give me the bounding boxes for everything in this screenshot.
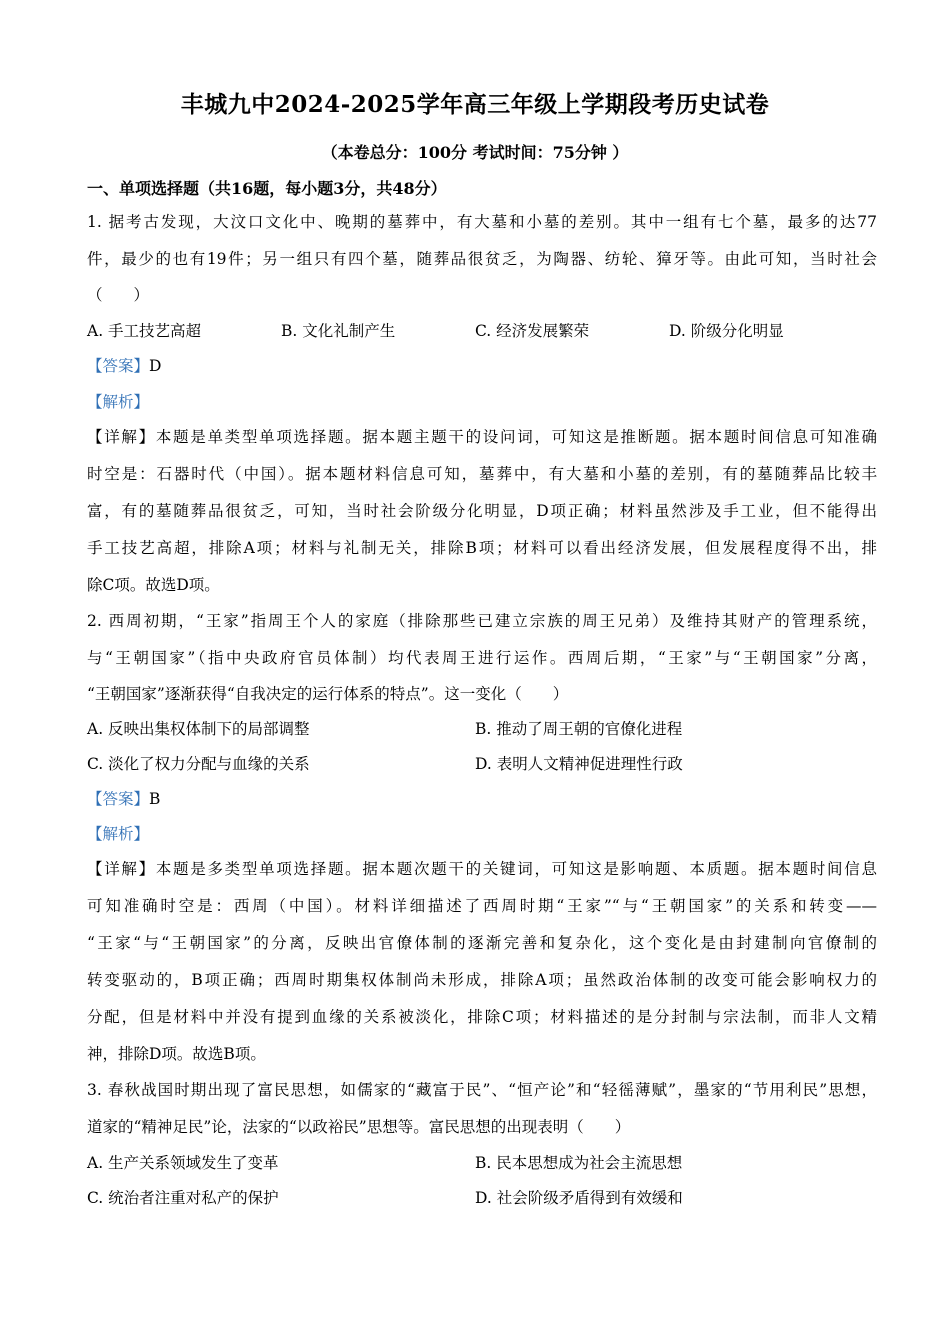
q1-detail-line-1 — [87, 426, 877, 448]
q2-line-1: 2. 西周初期，“王家”指周王个人的家庭（排除那些已建立宗族的周王兄弟）及维持其财产的管理系统， — [87, 612, 877, 630]
q3-line-1: 3. 春秋战国时期出现了富民思想，如儒家的“藏富于民”、“恒产论”和“轻徭薄赋”，墨家的“节用利民”思想， — [87, 1081, 877, 1099]
detail-tag: 【详解】 — [87, 428, 156, 446]
q3-line-2: 道家的“精神足民”论，法家的“以政裕民”思想等。富民思想的出现表明（ ） — [87, 1118, 631, 1136]
q1-line-1: 1. 据考古发现，大汶口文化中、晚期的墓葬中，有大墓和小墓的差别。其中一组有七个墓，最多的达77 — [87, 213, 877, 231]
q1-option-d: D. 阶级分化明显 — [669, 322, 784, 340]
q2-detail-line-3: “王家“与“王朝国家”的分离，反映出官僚体制的逐渐完善和复杂化，这个变化是由封建制向官僚制的 — [87, 934, 877, 952]
q2-detail-line-1 — [87, 858, 877, 880]
q1-line-3: （ ） — [87, 286, 150, 304]
q1-option-a: A. 手工技艺高超 — [87, 322, 202, 340]
q2-detail-line-5: 分配，但是材料中并没有提到血缘的关系被淡化，排除C项；材料描述的是分封制与宗法制，而非人文精 — [87, 1008, 877, 1026]
section-heading: 一、单项选择题（共16题，每小题3分，共48分） — [87, 179, 447, 198]
q3-option-d: D. 社会阶级矛盾得到有效缓和 — [475, 1189, 683, 1207]
detail-text: 本题是多类型单项选择题。据本题次题干的关键词，可知这是影响题、本质题。据本题时间信息 — [155, 860, 877, 878]
answer-tag: 【答案】 — [87, 790, 150, 808]
detail-tag: 【详解】 — [87, 860, 156, 878]
q1-analysis — [87, 391, 877, 413]
q1-answer — [87, 355, 877, 377]
q1-detail-line-4: 手工技艺高超，排除A项；材料与礼制无关，排除B项；材料可以看出经济发展，但发展程度得不出，排 — [87, 539, 877, 557]
answer-value: B — [149, 790, 161, 808]
q2-detail-line-4: 转变驱动的，B项正确；西周时期集权体制尚未形成，排除A项；虽然政治体制的改变可能会影响权力的 — [87, 971, 877, 989]
answer-tag: 【答案】 — [87, 357, 150, 375]
answer-value: D — [149, 357, 162, 375]
q2-option-b: B. 推动了周王朝的官僚化进程 — [475, 720, 683, 738]
q1-line-2: 件，最少的也有19件；另一组只有四个墓，随葬品很贫乏，为陶器、纺轮、獐牙等。由此可知，当时社会 — [87, 250, 877, 268]
exam-subtitle: （本卷总分：100分 考试时间：75分钟 ） — [321, 143, 629, 162]
q1-option-b: B. 文化礼制产生 — [281, 322, 396, 340]
q2-line-2: 与“王朝国家”（指中央政府官员体制）均代表周王进行运作。西周后期，“王家”与“王朝国家”分离， — [87, 649, 877, 667]
q2-option-d: D. 表明人文精神促进理性行政 — [475, 755, 683, 773]
analysis-tag: 【解析】 — [87, 393, 150, 411]
q3-option-b: B. 民本思想成为社会主流思想 — [475, 1154, 683, 1172]
analysis-tag: 【解析】 — [87, 825, 150, 843]
q3-option-c: C. 统治者注重对私产的保护 — [87, 1189, 279, 1207]
exam-title: 丰城九中2024-2025学年高三年级上学期段考历史试卷 — [180, 91, 770, 118]
q2-option-a: A. 反映出集权体制下的局部调整 — [87, 720, 310, 738]
q2-analysis — [87, 823, 877, 845]
q1-detail-line-5: 除C项。故选D项。 — [87, 576, 220, 594]
detail-text: 本题是单类型单项选择题。据本题主题干的设问词，可知这是推断题。据本题时间信息可知准确 — [155, 428, 877, 446]
q2-detail-line-6: 神，排除D项。故选B项。 — [87, 1045, 266, 1063]
q2-line-3: “王朝国家”逐渐获得“自我决定的运行体系的特点”。这一变化（ ） — [87, 685, 569, 703]
q3-option-a: A. 生产关系领域发生了变革 — [87, 1154, 279, 1172]
q2-detail-line-2: 可知准确时空是：西周（中国）。材料详细描述了西周时期“王家”“与“王朝国家”的关系和转变—— — [87, 897, 877, 915]
q1-detail-line-2: 时空是：石器时代（中国）。据本题材料信息可知，墓葬中，有大墓和小墓的差别，有的墓随葬品比较丰 — [87, 465, 877, 483]
q2-answer — [87, 788, 877, 810]
q2-option-c: C. 淡化了权力分配与血缘的关系 — [87, 755, 310, 773]
q1-option-c: C. 经济发展繁荣 — [475, 322, 590, 340]
q1-detail-line-3: 富，有的墓随葬品很贫乏，可知，当时社会阶级分化明显，D项正确；材料虽然涉及手工业，但不能得出 — [87, 502, 877, 520]
